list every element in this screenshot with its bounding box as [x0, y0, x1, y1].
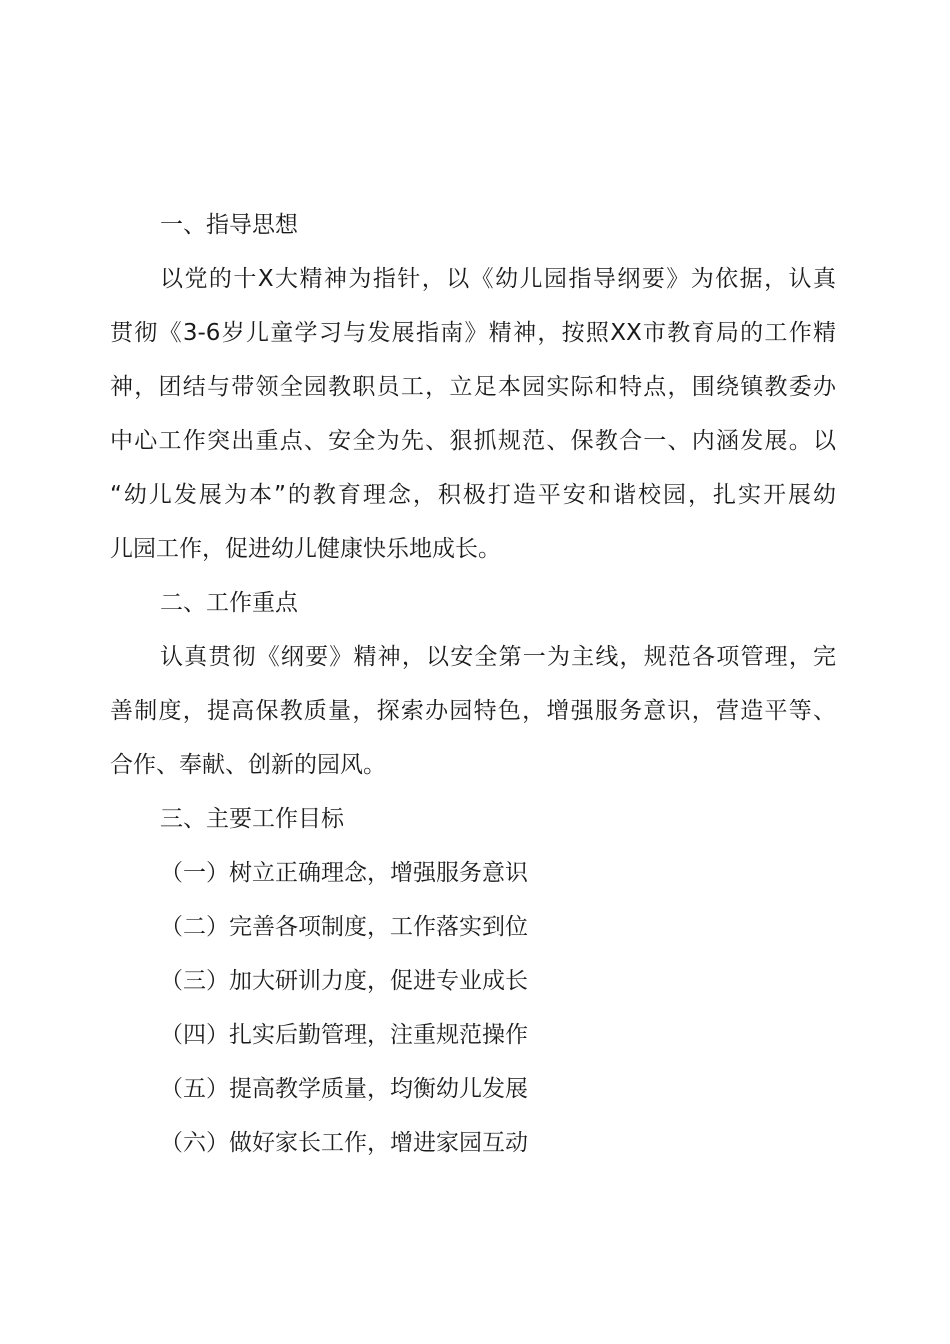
paragraph-line: 认真贯彻《纲要》精神，以安全第一为主线，规范各项管理，完: [160, 644, 836, 670]
section-heading-work-focus: 二、工作重点: [160, 590, 298, 616]
goal-list-item: （一）树立正确理念，增强服务意识: [160, 860, 528, 886]
goal-list-item: （六）做好家长工作，增进家园互动: [160, 1130, 528, 1156]
section-heading-main-goals: 三、主要工作目标: [160, 806, 344, 832]
goal-list-item: （二）完善各项制度，工作落实到位: [160, 914, 528, 940]
paragraph-line: 儿园工作，促进幼儿健康快乐地成长。: [110, 536, 501, 562]
paragraph-line: 合作、奉献、创新的园风。: [110, 752, 386, 778]
goal-list-item: （四）扎实后勤管理，注重规范操作: [160, 1022, 528, 1048]
paragraph-line: 神，团结与带领全园教职员工，立足本园实际和特点，围绕镇教委办: [110, 374, 836, 400]
paragraph-line: “幼儿发展为本”的教育理念，积极打造平安和谐校园，扎实开展幼: [110, 482, 836, 508]
paragraph-line: 以党的十X大精神为指针，以《幼儿园指导纲要》为依据，认真: [160, 266, 836, 292]
goal-list-item: （五）提高教学质量，均衡幼儿发展: [160, 1076, 528, 1102]
paragraph-line: 善制度，提高保教质量，探索办园特色，增强服务意识，营造平等、: [110, 698, 836, 724]
paragraph-line: 中心工作突出重点、安全为先、狠抓规范、保教合一、内涵发展。以: [110, 428, 836, 454]
section-heading-guiding-ideology: 一、指导思想: [160, 212, 298, 238]
paragraph-line: 贯彻《3-6岁儿童学习与发展指南》精神，按照XX市教育局的工作精: [110, 320, 836, 346]
goal-list-item: （三）加大研训力度，促进专业成长: [160, 968, 528, 994]
